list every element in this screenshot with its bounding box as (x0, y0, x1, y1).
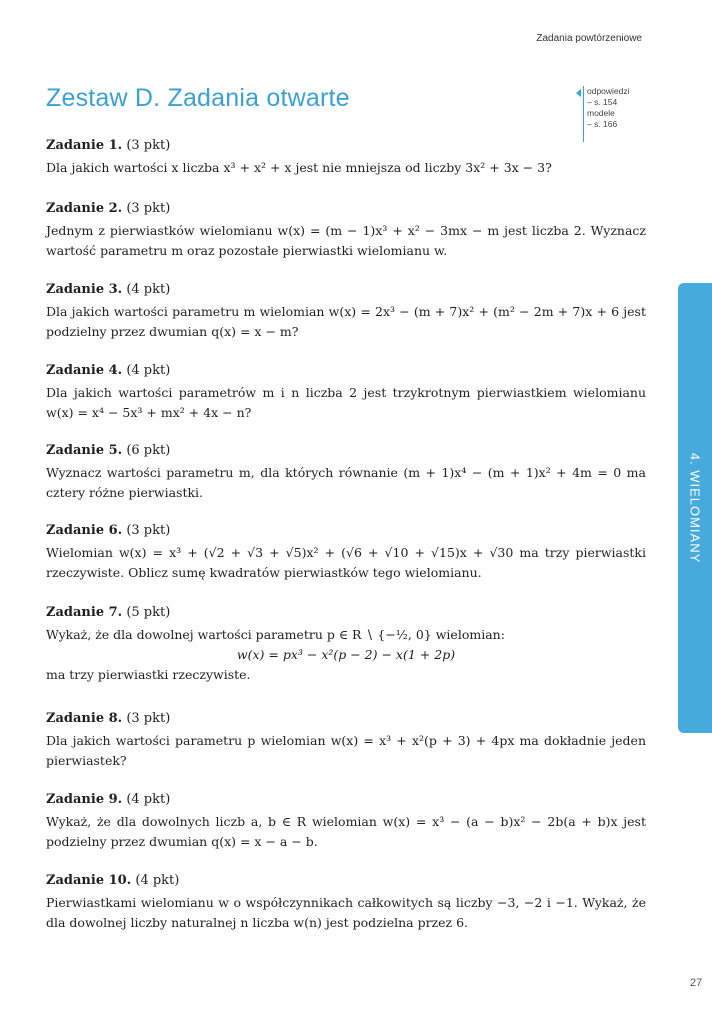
running-header: Zadania powtórzeniowe (536, 33, 642, 44)
task-label: Zadanie 7. (46, 605, 123, 620)
task-points: (5 pkt) (126, 605, 171, 620)
task-text: Wyznacz wartości parametru m, dla których równanie (m + 1)x⁴ − (m + 1)x² + 4m = 0 ma cztery różne pierwiastki. (46, 465, 646, 500)
reference-line: – s. 154 (587, 97, 618, 107)
task-text: Dla jakich wartości parametru p wielomian w(x) = x³ + x²(p + 3) + 4px ma dokładnie jeden pierwiastek? (46, 733, 646, 768)
task-label: Zadanie 4. (46, 363, 123, 378)
task-heading (46, 791, 646, 808)
task-label: Zadanie 1. (46, 138, 123, 153)
task-points: (4 pkt) (126, 363, 171, 378)
reference-line: odpowiedzi (587, 86, 630, 96)
task-heading (46, 200, 646, 217)
reference-note (578, 86, 648, 130)
task-heading (46, 710, 646, 727)
task-heading (46, 522, 646, 539)
task-2 (46, 200, 646, 261)
task-text: Pierwiastkami wielomianu w o współczynnikach całkowitych są liczby −3, −2 i −1. Wykaż, że dla dowolnej liczby naturalnej n liczba w(n) jest podzielna przez 6. (46, 895, 646, 930)
task-label: Zadanie 6. (46, 523, 123, 538)
task-1 (46, 137, 646, 178)
task-label: Zadanie 2. (46, 201, 123, 216)
task-text: Wykaż, że dla dowolnej wartości parametru p ∈ R ∖ {−½, 0} wielomian: (46, 627, 505, 642)
task-heading (46, 872, 646, 889)
task-10 (46, 872, 646, 933)
task-9 (46, 791, 646, 852)
task-4 (46, 362, 646, 423)
task-points: (3 pkt) (126, 711, 171, 726)
task-points: (4 pkt) (126, 282, 171, 297)
task-label: Zadanie 5. (46, 443, 123, 458)
chapter-tab (678, 283, 712, 733)
task-text: Dla jakich wartości parametru m wielomian w(x) = 2x³ − (m + 7)x² + (m² − 2m + 7)x + 6 jest podzielny przez dwumian q(x) = x − m? (46, 304, 646, 339)
task-points: (4 pkt) (135, 873, 180, 888)
task-formula: w(x) = px³ − x²(p − 2) − x(1 + 2p) (236, 647, 456, 662)
task-label: Zadanie 8. (46, 711, 123, 726)
reference-line: modele (587, 108, 615, 118)
task-text: Wielomian w(x) = x³ + (√2 + √3 + √5)x² + (√6 + √10 + √15)x + √30 ma trzy pierwiastki rzeczywiste. Oblicz sumę kwadratów pierwiastków tego wielomianu. (46, 545, 646, 580)
task-5 (46, 442, 646, 503)
task-points: (4 pkt) (126, 792, 171, 807)
task-3 (46, 281, 646, 342)
task-text: Dla jakich wartości parametrów m i n liczba 2 jest trzykrotnym pierwiastkiem wielomianu w(x) = x⁴ − 5x³ + mx² + 4x − n? (46, 385, 646, 420)
task-heading (46, 281, 646, 298)
task-text-after: ma trzy pierwiastki rzeczywiste. (46, 667, 251, 682)
task-heading (46, 442, 646, 459)
task-points: (6 pkt) (126, 443, 171, 458)
task-7 (46, 604, 646, 685)
task-points: (3 pkt) (126, 201, 171, 216)
page-number: 27 (690, 977, 703, 989)
reference-line: – s. 166 (587, 119, 618, 129)
task-points: (3 pkt) (126, 138, 171, 153)
chapter-tab-label: 4. WIELOMIANY (687, 452, 703, 564)
task-heading (46, 137, 646, 154)
task-points: (3 pkt) (126, 523, 171, 538)
task-6 (46, 522, 646, 583)
task-8 (46, 710, 646, 771)
page-title: Zestaw D. Zadania otwarte (46, 84, 350, 112)
task-text: Dla jakich wartości x liczba x³ + x² + x jest nie mniejsza od liczby 3x² + 3x − 3? (46, 160, 552, 175)
task-text: Jednym z pierwiastków wielomianu w(x) = (m − 1)x³ + x² − 3mx − m jest liczba 2. Wyznacz wartość parametru m oraz pozostałe pierwiastki wielomianu w. (46, 223, 646, 258)
task-label: Zadanie 9. (46, 792, 123, 807)
task-heading (46, 604, 646, 621)
reference-marker-icon (576, 89, 581, 97)
task-label: Zadanie 3. (46, 282, 123, 297)
task-label: Zadanie 10. (46, 873, 132, 888)
reference-divider (583, 86, 584, 142)
task-heading (46, 362, 646, 379)
task-text: Wykaż, że dla dowolnych liczb a, b ∈ R wielomian w(x) = x³ − (a − b)x² − 2b(a + b)x jest podzielny przez dwumian q(x) = x − a − b. (46, 814, 646, 849)
